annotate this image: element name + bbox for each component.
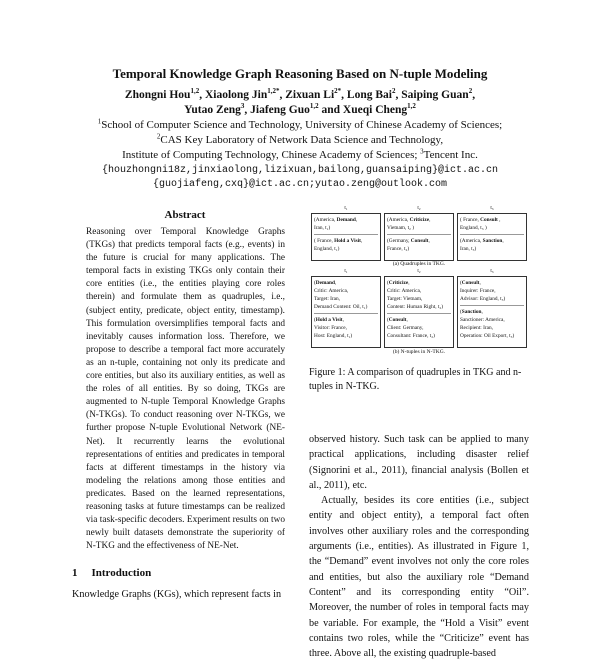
fact-text: ( [387,317,389,323]
author-affiliation-mark: 2 [468,87,473,96]
fact-text: , [342,317,344,323]
fact-line [314,295,378,303]
fact-line [314,279,378,287]
predicate: Consult [461,280,480,286]
predicate: Demand [315,280,335,286]
quadruple-box [311,213,381,261]
author-name: Yutao Zeng [184,104,241,116]
fact-text: (America, [387,217,410,223]
fact-line [460,216,524,224]
box-divider [314,313,378,314]
author-name: Xiaolong Jin [204,89,268,101]
fact-text: , [334,280,337,286]
ntuple-box [311,276,381,348]
author-name: Xueqi Cheng [342,104,408,116]
fact-text: England, t₁) [314,246,340,252]
intro-first-line: Knowledge Graphs (KGs), which represent facts in [72,589,282,600]
fact-text: Vietnam, t₂ ) [387,225,414,231]
predicate: Consult [388,317,407,323]
fact-text: Sanctioner: America, [460,317,505,323]
fact-line [314,224,378,232]
fact-line [314,316,378,324]
fact-text: Advisor: England, t₃) [460,296,506,302]
author-name: Long Bai [346,89,392,101]
fact-text: Host: England, t₁) [314,333,353,339]
fact-text: ( [314,280,316,286]
fact-line [460,295,524,303]
fact-text: Content: Human Right, t₂) [387,304,443,310]
paragraph-1: observed history. Such task can be applied to many practical applications, including disaster relief (Signorini et al., 2011), financial analysis (Bollen et al., 2011), etc. [309,434,529,491]
predicate: Criticize [388,280,409,286]
fact-text: Target: Vietnam, [387,296,423,302]
time-label: t₁ [344,268,348,274]
fact-line [387,224,451,232]
fact-text: ( [314,317,316,323]
time-label: t₂ [417,268,421,274]
fact-line [314,324,378,332]
fact-text: ( [460,280,462,286]
predicate: Criticize [409,217,430,223]
right-column-body [309,432,529,661]
fact-text: Iran, t₁) [314,225,331,231]
fact-line [460,224,524,232]
fact-text: Recipient: Iran, [460,325,493,331]
time-label: t₂ [417,205,421,211]
fact-text: ( France, [460,217,481,223]
author-name: Jiafeng Guo [250,104,310,116]
fact-text: , [502,238,504,244]
fact-line [387,324,451,332]
fact-text: Critic: America, [387,288,422,294]
time-label: t₁ [344,205,348,211]
author-affiliation-mark: 2 [391,87,396,96]
time-label: t₃ [490,268,494,274]
fact-text: , [428,238,430,244]
box-divider [460,234,524,235]
fact-text: , [355,217,358,223]
email-line-2: {guojiafeng,cxq}@ict.ac.cn;yutao.zeng@outlook.com [152,179,448,190]
fact-text: , [406,317,408,323]
fact-text: , [429,217,431,223]
author-name: Zixuan Li [285,89,335,101]
author-affiliation-mark: 2* [334,87,342,96]
fact-line [460,308,524,316]
fact-line [387,332,451,340]
box-divider [387,313,451,314]
fact-line [460,237,524,245]
predicate: Sanction [461,309,482,315]
fact-text: Consultant: France, t₂) [387,333,435,339]
author-affiliation-mark: 1,2 [407,102,416,111]
fact-text: ( [460,309,462,315]
author-affiliation-mark: 1,2 [309,102,319,111]
fact-line [460,316,524,324]
fact-text: , [479,280,481,286]
author-name: Saiping Guan [401,89,469,101]
ntuple-box [384,276,454,348]
section-number: 1 [72,567,78,579]
fact-text: (America, [460,238,483,244]
fact-text: Operation: Oil Export, t₃) [460,333,515,339]
fact-line [460,324,524,332]
affiliation-2: $^2$CAS Key Laboratory of Network Data Science and Technology, [156,132,444,146]
box-divider [460,305,524,306]
ntuple-box [457,276,527,348]
subcaption-a: (a) Quadruples in TKG. [392,261,446,267]
affiliation-3: Institute of Computing Technology, Chinese Academy of Sciences; $^3$Tencent Inc. [122,147,478,161]
box-divider [314,234,378,235]
quadruple-box [384,213,454,261]
paragraph-2: Actually, besides its core entities (i.e., subject entity and object entity), a temporal fact often involves other auxiliary roles and the corresponding arguments (i.e., entities). As illustrated in Figure 1, the “Demand” event involves not only the core roles and entities, but also the auxiliary role “Demand Content” and its corresponding entity “Oil”. Moreover, the number of roles in temporal facts may be variable. For example, the “Hold a Visit” event contains two roles, while the “Criticize” event has three. Above all, the existing quadruple-based [309,495,529,660]
predicate: Hold a Visit [315,317,343,323]
fact-line [387,287,451,295]
fact-text: ( [387,280,389,286]
predicate: Consult [410,238,429,244]
fact-text: Client: Germany, [387,325,424,331]
fact-line [387,279,451,287]
fact-text: Critic: America, [314,288,349,294]
fact-line [387,245,451,253]
fact-text: Iran, t₃) [460,246,477,252]
quadruple-box [457,213,527,261]
predicate: Demand [336,217,356,223]
fact-line [387,237,451,245]
fact-line [387,316,451,324]
fact-text: (America, [314,217,337,223]
section-title: Introduction [91,567,152,579]
author-affiliation-mark: 1,2* [267,87,280,96]
fact-line [314,237,378,245]
fact-line [314,332,378,340]
fact-line [314,303,378,311]
fact-line [387,303,451,311]
fact-line [314,287,378,295]
subcaption-b: (b) N-tuples in N-TKG. [392,349,446,355]
fact-line [460,279,524,287]
section-1-heading [72,567,151,579]
authors-line-1: Zhongni Hou$^{1,2}$, Xiaolong Jin$^{1,2*}$, Zixuan $Li^{2*}$, Long Bai$^2$, Saiping Guan$^2$, [124,87,476,101]
fact-text: , [497,217,501,223]
abstract-heading: Abstract [164,209,206,221]
fact-line [387,295,451,303]
fact-line [460,245,524,253]
author-name: Zhongni Hou [124,89,191,101]
fact-text: England, t₃ ) [460,225,487,231]
fact-line [460,332,524,340]
fact-line [314,216,378,224]
figure-caption: Figure 1: A comparison of quadruples in TKG and n-tuples in N-TKG. [309,367,522,392]
fact-text: , [360,238,363,244]
box-divider [387,234,451,235]
fact-text: , [481,309,483,315]
fact-text: Demand Content: Oil, t₁) [314,304,368,310]
fact-text: ( France, [314,238,335,244]
time-label: t₃ [490,205,494,211]
affiliation-1: $^1$School of Computer Science and Technology, University of Chinese Academy of Sciences; [97,117,503,131]
fact-text: Inquirer: France, [460,288,496,294]
author-affiliation-mark: 1,2 [190,87,200,96]
predicate: Consult [480,217,498,223]
fact-text: Visitor: France, [314,325,347,331]
abstract-text [86,226,285,553]
fact-line [460,287,524,295]
fact-line [387,216,451,224]
fact-text: Target: Iran, [314,296,341,302]
predicate: Sanction [482,238,503,244]
author-affiliation-mark: 3 [240,102,245,111]
fact-line [314,245,378,253]
predicate: Hold a Visit [334,238,361,244]
fact-text: (Germany, [387,238,411,244]
email-line-1: {houzhongni18z,jinxiaolong,lizixuan,bailong,guansaiping}@ict.ac.cn [101,165,499,176]
fact-text: France, t₂) [387,246,410,252]
authors-line-2: Yutao Zeng$^3$, Jiafeng Guo$^{1,2}$ and Xueqi Cheng$^{1,2}$ [184,102,416,116]
paper-title: Temporal Knowledge Graph Reasoning Based on N-tuple Modeling [112,66,488,81]
abstract-paragraph: Reasoning over Temporal Knowledge Graphs (TKGs) that predicts temporal facts (e.g., events) in the future is crucial for many applications. The temporal facts in existing TKGs only contain their core entities (i.e., the entities playing core roles therein) and formulate them as quadruples, i.e., (subject entity, predicate, object entity, timestamp). This formulation oversimplifies temporal facts and inevitably causes information loss. Therefore, we propose to describe a temporal fact more accurately as an n-tuple, containing not only its predicate and core entities, but also its auxiliary entities, as well as the roles of all entities. By so doing, TKGs are augmented to N-tuple Temporal Knowledge Graphs (N-TKGs). To conduct reasoning over N-TKGs, we further propose N-tuple Evolutional Network (NE-Net). It recurrently learns the evolutional representations of entities and predicates in temporal facts at different timestamps in the history via modeling the relations among those entities and predicates. Based on the learned representations, reasoning tasks at future timestamps can be realized via task-specific decoders. Experiment results on two newly built datasets demonstrate the superiority of N-TKG and the effectiveness of NE-Net. [86,227,285,552]
figure-1 [309,205,529,357]
fact-text: , [408,280,410,286]
